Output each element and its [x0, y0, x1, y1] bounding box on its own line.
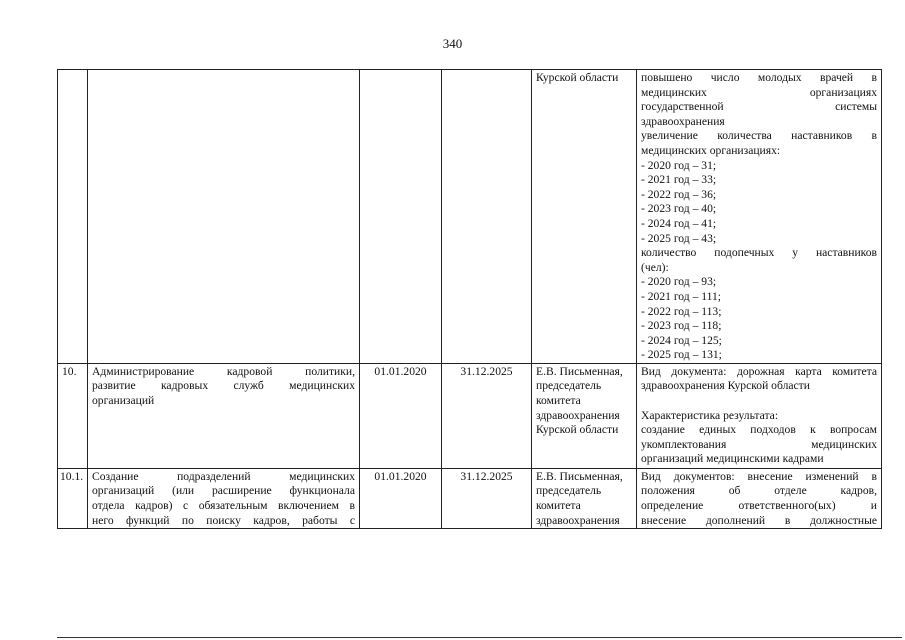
- text-line: - 2020 год – 31;: [641, 158, 717, 172]
- cell-result: [637, 70, 882, 364]
- cell-number: [58, 70, 88, 364]
- cell-responsible: [532, 70, 637, 364]
- text-line: здравоохранения: [536, 513, 620, 527]
- text-line: увеличение количества наставников в: [641, 129, 877, 143]
- cell-start-date: 01.01.2020: [360, 468, 442, 528]
- text-line: - 2024 год – 41;: [641, 216, 717, 230]
- cell-number: 10.: [58, 363, 88, 468]
- text-line: Курской области: [536, 71, 619, 84]
- text-line: здравоохранения: [641, 114, 725, 128]
- text-line: - 2022 год – 36;: [641, 187, 717, 201]
- cell-end-date: 31.12.2025: [442, 468, 532, 528]
- cell-name: [88, 468, 360, 528]
- text-line: положения об отделе кадров,: [641, 484, 877, 498]
- cell-start-date: [360, 70, 442, 364]
- text-line: повышено число молодых врачей в: [641, 71, 877, 84]
- text-line: медицинских организациях:: [641, 143, 781, 157]
- text-line: организаций: [92, 394, 155, 408]
- text-line: организаций (или расширение функционала: [92, 484, 355, 498]
- table-row: [58, 363, 882, 468]
- text-line: Е.В. Письменная,: [536, 469, 623, 483]
- text-line: (чел):: [641, 260, 669, 274]
- text-line: - 2021 год – 111;: [641, 289, 722, 303]
- text-line: Вид документов: внесение изменений в: [641, 469, 877, 483]
- cell-result: [637, 363, 882, 468]
- text-line: количество подопечных у наставников: [641, 246, 877, 260]
- text-line: - 2022 год – 113;: [641, 304, 722, 318]
- text-line: Администрирование кадровой политики,: [92, 364, 355, 378]
- text-line: - 2023 год – 40;: [641, 202, 717, 216]
- text-line: Характеристика результата:: [641, 408, 779, 422]
- document-table: [57, 69, 882, 529]
- text-line: медицинских организациях: [641, 85, 877, 99]
- text-line: здравоохранения: [536, 408, 620, 422]
- text-line: государственной системы: [641, 100, 877, 114]
- table-row: [58, 70, 882, 364]
- text-line: Е.В. Письменная,: [536, 364, 623, 378]
- text-line: здравоохранения Курской области: [641, 379, 810, 393]
- cell-name: [88, 70, 360, 364]
- cell-number: 10.1.: [58, 468, 88, 528]
- text-line: - 2021 год – 33;: [641, 173, 717, 187]
- text-line: укомплектования медицинских: [641, 437, 877, 451]
- text-line: председатель: [536, 484, 602, 498]
- page-bottom-rule: [57, 637, 902, 638]
- text-line: Вид документа: дорожная карта комитета: [641, 364, 877, 378]
- text-line: комитета: [536, 499, 581, 513]
- table-row: [58, 468, 882, 528]
- text-line: - 2025 год – 131;: [641, 348, 722, 362]
- text-line: - 2020 год – 93;: [641, 275, 717, 289]
- text-line: определение ответственного(ых) и: [641, 499, 877, 513]
- cell-name: [88, 363, 360, 468]
- text-line: развитие кадровых служб медицинских: [92, 379, 355, 393]
- text-line: создание единых подходов к вопросам: [641, 423, 877, 437]
- page-number: 340: [442, 36, 463, 51]
- cell-end-date: 31.12.2025: [442, 363, 532, 468]
- text-line: председатель: [536, 379, 602, 393]
- text-line: - 2024 год – 125;: [641, 333, 722, 347]
- text-line: внесение дополнений в должностные: [641, 513, 877, 527]
- text-line: организаций медицинскими кадрами: [641, 452, 824, 466]
- cell-start-date: 01.01.2020: [360, 363, 442, 468]
- cell-responsible: [532, 468, 637, 528]
- text-line: Создание подразделений медицинских: [92, 469, 355, 483]
- cell-result: [637, 468, 882, 528]
- text-line: - 2023 год – 118;: [641, 319, 722, 333]
- text-line: [641, 394, 877, 409]
- cell-responsible: [532, 363, 637, 468]
- text-line: комитета: [536, 394, 581, 408]
- text-line: Курской области: [536, 423, 619, 437]
- cell-end-date: [442, 70, 532, 364]
- text-line: него функций по поиску кадров, работы с: [92, 513, 355, 527]
- text-line: отдела кадров) с обязательным включением в: [92, 499, 355, 513]
- text-line: - 2025 год – 43;: [641, 231, 717, 245]
